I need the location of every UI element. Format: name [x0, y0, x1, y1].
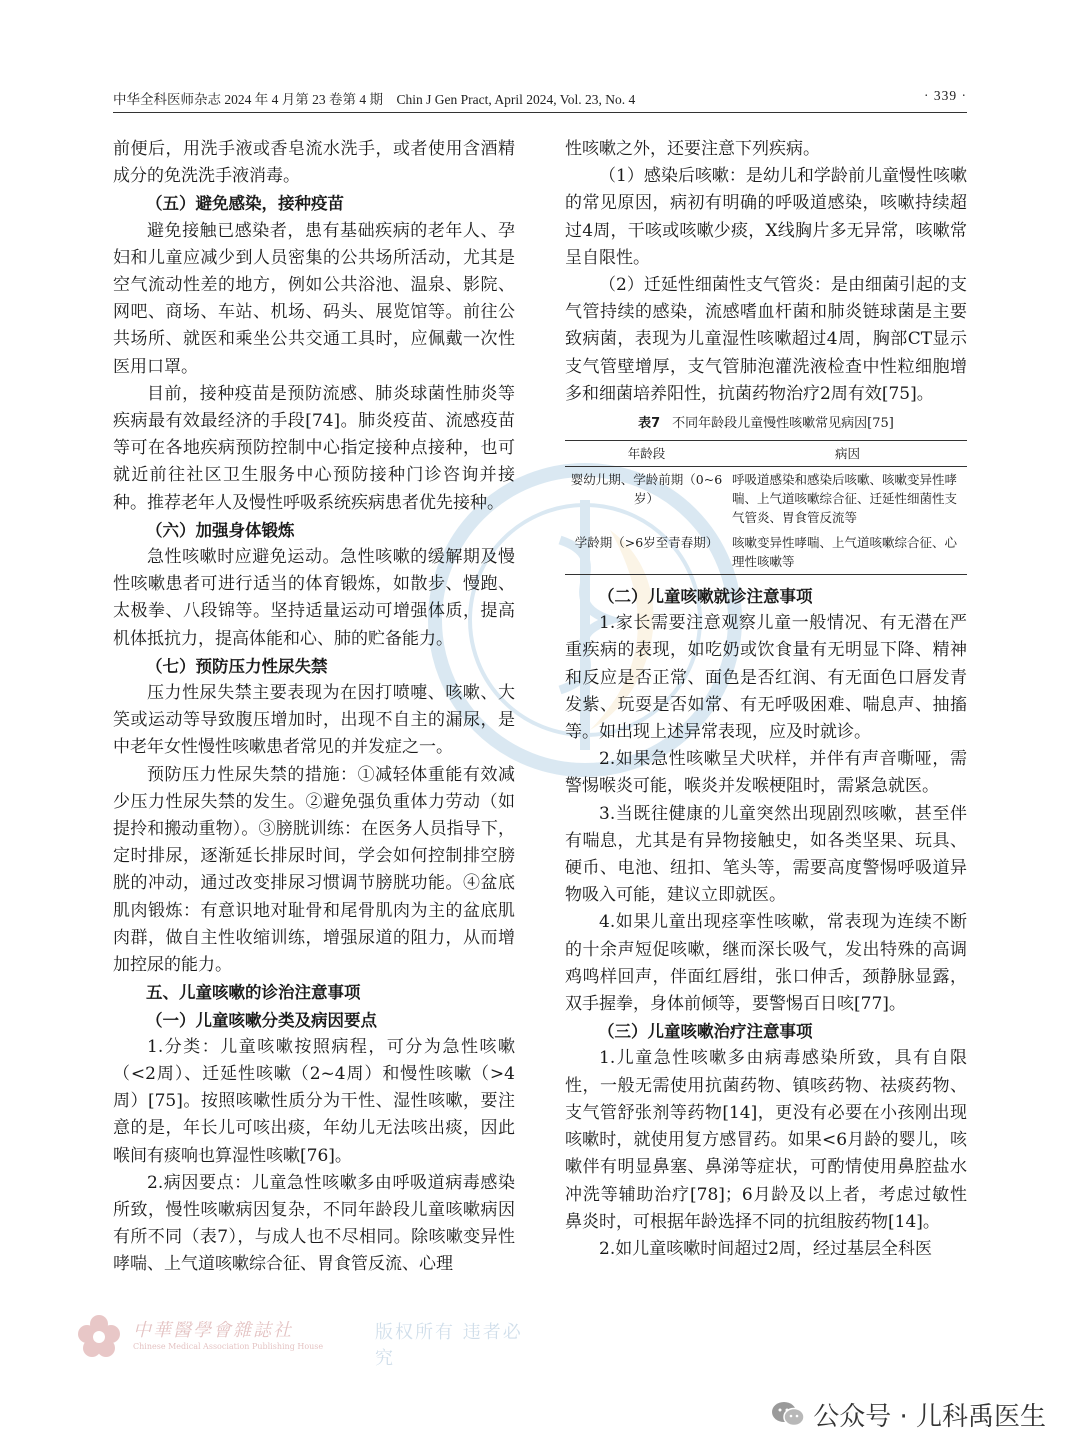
header-age: 年龄段: [565, 441, 728, 467]
cell-cause: 咳嗽变异性哮喘、上气道咳嗽综合征、心理性咳嗽等: [728, 530, 967, 575]
right-column: [565, 136, 967, 1263]
table-number: 表7: [638, 416, 661, 432]
paragraph: 性咳嗽之外，还要注意下列疾病。: [565, 139, 820, 159]
paragraph: 1.家长需要注意观察儿童一般情况、有无潜在严重疾病的表现，如吃奶或饮食量有无明显下降、精神和反应是否正常、面色是否红润、有无面色口唇发青发紫、玩耍是否如常、有无呼吸困难、喘息声、抽搐等。如出现上述异常表现，应及时就诊。: [565, 613, 967, 743]
paragraph: （1）感染后咳嗽：是幼儿和学龄前儿童慢性咳嗽的常见原因，病初有明确的呼吸道感染，咳嗽持续超过4周，干咳或咳嗽少痰，X线胸片多无异常，咳嗽常呈自限性。: [565, 166, 967, 268]
table-row: [565, 467, 967, 531]
copyright-mark: 版权所有 违者必究: [375, 1322, 523, 1369]
section-heading: （二）儿童咳嗽就诊注意事项: [598, 587, 813, 607]
paragraph: 1.儿童急性咳嗽多由病毒感染所致，具有自限性，一般无需使用抗菌药物、镇咳药物、祛痰药物、支气管舒张剂等药物[14]，更没有必要在小孩刚出现咳嗽时，就使用复方感冒药。如果<6月龄的婴儿，咳嗽伴有明显鼻塞、鼻涕等症状，可酌情使用鼻腔盐水冲洗等辅助治疗[78]；6月龄及以上者，考虑过敏性鼻炎时，可根据年龄选择不同的抗组胺药物[14]。: [565, 1048, 967, 1232]
paragraph: 2.如儿童咳嗽时间超过2周，经过基层全科医: [599, 1238, 933, 1259]
paragraph: 2.如果急性咳嗽呈犬吠样，并伴有声音嘶哑，需警惕喉炎可能，喉炎并发喉梗阻时，需紧急就医。: [565, 749, 967, 797]
paragraph: 目前，接种疫苗是预防流感、肺炎球菌性肺炎等疾病最有效最经济的手段[74]。肺炎疫苗、流感疫苗等可在各地疾病预防控制中心指定接种点接种，也可就近前往社区卫生服务中心预防接种门诊咨询并接种。推荐老年人及慢性呼吸系统疾病患者优先接种。: [113, 383, 515, 513]
publisher-logo: [75, 1308, 525, 1368]
cause-table: [565, 440, 967, 575]
paragraph: 压力性尿失禁主要表现为在因打喷嚏、咳嗽、大笑或运动等导致腹压增加时，出现不自主的漏尿，是中老年女性慢性咳嗽患者常见的并发症之一。: [113, 683, 515, 758]
page-number: · 339 ·: [924, 88, 967, 103]
wechat-account: [771, 1394, 1046, 1434]
cell-age: 婴幼儿期、学龄前期（0~6岁）: [570, 472, 723, 507]
paragraph: （2）迁延性细菌性支气管炎：是由细菌引起的支气管持续的感染，流感嗜血杆菌和肺炎链球菌是主要致病菌，表现为儿童湿性咳嗽超过4周，胸部CT显示支气管壁增厚，支气管肺泡灌洗液检查中性粒细胞增多和细菌培养阳性，抗菌药物治疗2周有效[75]。: [565, 275, 967, 404]
paragraph: 急性咳嗽时应避免运动。急性咳嗽的缓解期及慢性咳嗽患者可进行适当的体育锻炼，如散步、慢跑、太极拳、八段锦等。坚持适量运动可增强体质，提高机体抵抗力，提高体能和心、肺的贮备能力。: [113, 547, 515, 649]
section-heading: （一）儿童咳嗽分类及病因要点: [146, 1010, 377, 1030]
section-heading: （五）避免感染，接种疫苗: [146, 194, 344, 214]
flower-logo-icon: [75, 1312, 123, 1360]
publisher-name-en: Chinese Medical Association Publishing House: [133, 1342, 324, 1351]
journal-citation: 中华全科医师杂志 2024 年 4 月第 23 卷第 4 期 Chin J Gen Pract, April 2024, Vol. 23, No. 4: [113, 92, 636, 107]
section-heading: （三）儿童咳嗽治疗注意事项: [598, 1022, 813, 1042]
paragraph: 4.如果儿童出现痉挛性咳嗽，常表现为连续不断的十余声短促咳嗽，继而深长吸气，发出特殊的高调鸡鸣样回声，伴面红唇绀，张口伸舌，颈静脉显露，双手握拳，身体前倾等，要警惕百日咳[77]。: [565, 912, 967, 1015]
cell-cause: 呼吸道感染和感染后咳嗽、咳嗽变异性哮喘、上气道咳嗽综合征、迁延性细菌性支气管炎、胃食管反流等: [732, 472, 958, 526]
paragraph: 前便后，用洗手液或香皂流水洗手，或者使用含酒精成分的免洗洗手液消毒。: [113, 139, 515, 187]
table-title: 不同年龄段儿童慢性咳嗽常见病因[75]: [672, 416, 894, 432]
running-header: [113, 88, 967, 112]
publisher-name: 中華醫學會雜誌社: [133, 1320, 293, 1341]
table-row: [565, 530, 967, 575]
table-caption: [565, 414, 967, 434]
cell-age: 学龄期（>6岁至青春期）: [565, 530, 728, 575]
header-rule: [113, 112, 967, 113]
paragraph: 3.当既往健康的儿童突然出现剧烈咳嗽，甚至伴有喘息，尤其是有异物接触史，如各类坚果、玩具、硬币、电池、纽扣、笔头等，需要高度警惕呼吸道异物吸入可能，建议立即就医。: [565, 803, 967, 906]
section-heading: （六）加强身体锻炼: [146, 520, 295, 540]
paragraph: 2.病因要点：儿童急性咳嗽多由呼吸道病毒感染所致，慢性咳嗽病因复杂，不同年龄段儿童咳嗽病因有所不同（表7），与成人也不尽相同。除咳嗽变异性哮喘、上气道咳嗽综合征、胃食管反流、心理: [113, 1172, 515, 1275]
left-column: [113, 136, 515, 1279]
paragraph: 避免接触已感染者，患有基础疾病的老年人、孕妇和儿童应减少到人员密集的公共场所活动，尤其是空气流动性差的地方，例如公共浴池、温泉、影院、网吧、商场、车站、机场、码头、展览馆等。前往公共场所、就医和乘坐公共交通工具时，应佩戴一次性医用口罩。: [113, 220, 515, 377]
table-7: [565, 414, 967, 575]
section-heading: （七）预防压力性尿失禁: [146, 656, 328, 676]
wechat-icon: [771, 1400, 805, 1428]
section-heading: 五、儿童咳嗽的诊治注意事项: [146, 983, 361, 1003]
wechat-account-name: 公众号 · 儿科禹医生: [813, 1401, 1046, 1432]
paragraph: 预防压力性尿失禁的措施：①减轻体重能有效减少压力性尿失禁的发生。②避免强负重体力劳动（如提拎和搬动重物）。③膀胱训练：在医务人员指导下，定时排尿，逐渐延长排尿时间，学会如何控制排空膀胱的冲动，通过改变排尿习惯调节膀胱功能。④盆底肌肉锻炼：有意识地对耻骨和尾骨肌肉为主的盆底肌肉群，做自主性收缩训练，增强尿道的阻力，从而增加控尿的能力。: [113, 764, 515, 976]
paragraph: 1.分类：儿童咳嗽按照病程，可分为急性咳嗽（<2周）、迁延性咳嗽（2~4周）和慢性咳嗽（>4周）[75]。按照咳嗽性质分为干性、湿性咳嗽，要注意的是，年长儿可咳出痰，年幼儿无法咳出痰，因此喉间有痰响也算湿性咳嗽[76]。: [113, 1036, 515, 1166]
header-cause: 病因: [728, 441, 967, 467]
